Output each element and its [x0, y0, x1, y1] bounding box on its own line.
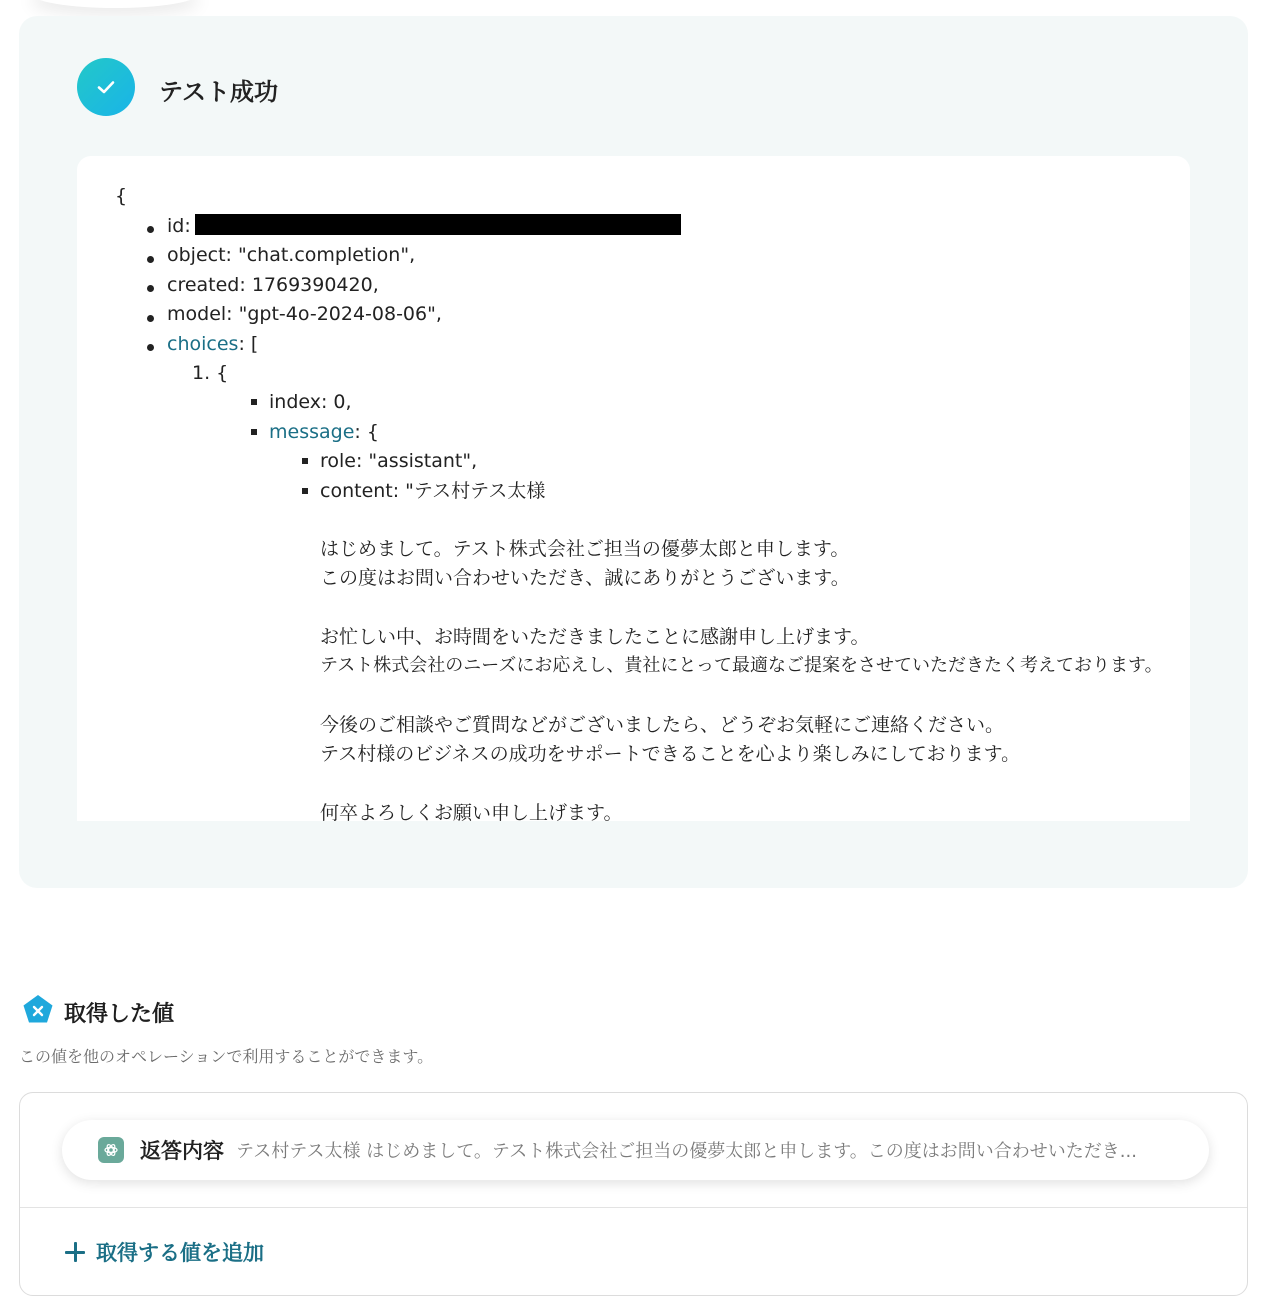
json-line-index: index: 0, [269, 391, 352, 413]
content-text-line: この度はお問い合わせいただき、誠にありがとうございます。 [320, 567, 850, 589]
plus-icon [64, 1241, 86, 1263]
add-value-button[interactable] [64, 1237, 264, 1267]
json-list-item-marker: 1. { [192, 362, 229, 384]
divider [20, 1207, 1247, 1208]
bullet-icon [147, 315, 154, 322]
bullet-icon [147, 285, 154, 292]
acquired-value-icon [22, 994, 54, 1026]
square-bullet-icon [251, 399, 257, 405]
json-output-box [77, 156, 1190, 821]
content-text-line: 何卒よろしくお願い申し上げます。 [320, 802, 623, 821]
bullet-icon [147, 344, 154, 351]
choices-link[interactable]: choices [167, 333, 239, 355]
value-item-pill[interactable] [62, 1120, 1209, 1180]
json-open-brace: { [115, 185, 128, 207]
value-item-preview: テス村テス太様 はじめまして。テスト株式会社ご担当の優夢太郎と申します。この度はお問い合わせいただき... [236, 1141, 1137, 1162]
top-card-shadow [30, 0, 200, 8]
square-bullet-icon [251, 429, 257, 435]
acquired-value-description: この値を他のオペレーションで利用することができます。 [19, 1047, 434, 1066]
message-link[interactable]: message [269, 421, 355, 443]
json-line-message: message: { [269, 421, 379, 443]
test-result-panel [19, 16, 1248, 888]
bullet-icon [147, 226, 154, 233]
add-value-label: 取得する値を追加 [96, 1241, 264, 1265]
json-line-id [167, 214, 681, 238]
json-line-created: created: 1769390420, [167, 274, 379, 296]
square-bullet-icon [302, 488, 308, 494]
bullet-icon [147, 256, 154, 263]
test-success-title: テスト成功 [159, 78, 279, 106]
id-label: id: [167, 215, 191, 237]
content-text-line: 今後のご相談やご質問などがございましたら、どうぞお気軽にご連絡ください。 [320, 714, 1005, 736]
content-text-line: テス村様のビジネスの成功をサポートできることを心より楽しみにしております。 [320, 743, 1021, 765]
json-line-model: model: "gpt-4o-2024-08-06", [167, 303, 442, 325]
redacted-id-bar [195, 214, 681, 235]
json-line-role: role: "assistant", [320, 450, 478, 472]
content-text-line: テスト株式会社のニーズにお応えし、貴社にとって最適なご提案をさせていただきたく考えております。 [320, 655, 1163, 676]
json-line-choices: choices: [ [167, 333, 259, 355]
value-item-label: 返答内容 [140, 1139, 224, 1163]
json-line-object: object: "chat.completion", [167, 244, 416, 266]
acquired-values-card [19, 1092, 1248, 1296]
acquired-value-title: 取得した値 [64, 1002, 175, 1027]
content-text-line: はじめまして。テスト株式会社ご担当の優夢太郎と申します。 [320, 538, 850, 560]
content-text-line: お忙しい中、お時間をいただきましたことに感謝申し上げます。 [320, 626, 870, 648]
square-bullet-icon [302, 458, 308, 464]
json-line-content: content: "テス村テス太様 [320, 480, 546, 502]
openai-icon [98, 1137, 124, 1163]
success-check-icon [77, 58, 135, 116]
